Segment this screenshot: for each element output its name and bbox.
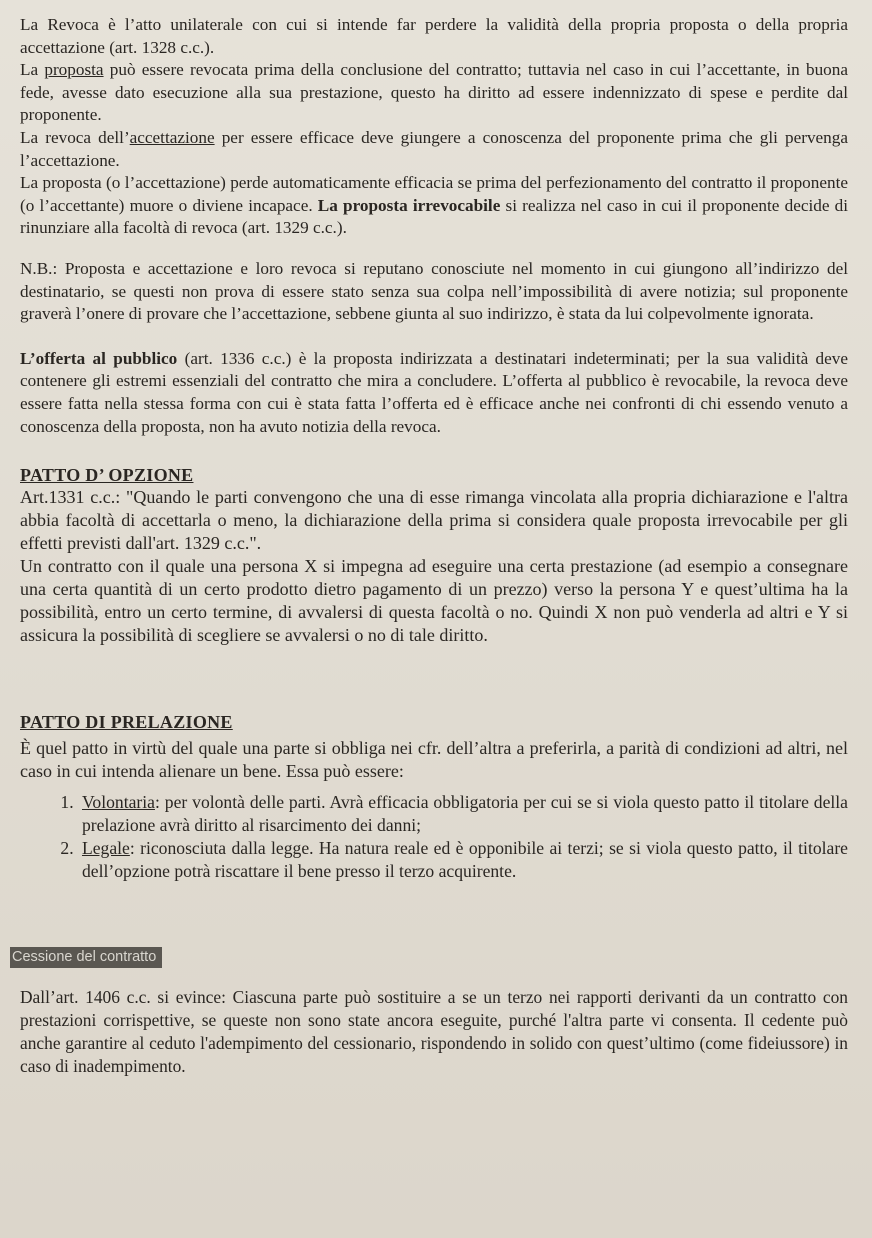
cessione-heading: Cessione del contratto (10, 947, 162, 968)
prelazione-intro: È quel patto in virtù del quale una parte si obbliga nei cfr. dell’altra a preferirla, a parità di condizioni ad altri, nel caso in cui intenda alienare un bene. Essa può essere: (20, 738, 848, 782)
nota-bene-paragraph: N.B.: Proposta e accettazione e loro revoca si reputano conosciute nel momento in cui giungono all’indirizzo del destinatario, se questi non prova di essere stato senza sua colpa nell’impossibilità di avere notizia; sul proponente graverà l’onere di provare che l’accettazione, sebbene giunta al suo indirizzo, è stata da lui colpevolmente ignorata. (20, 258, 848, 324)
cessione-paragraph: Dall’art. 1406 c.c. si evince: Ciascuna parte può sostituire a se un terzo nei rapporti derivanti da un contratto con prestazioni corrispettive, se queste non sono state ancora eseguite, purché l'altra parte vi consenta. Il cedente può anche garantire al ceduto l'adempimento del cessionario, rispondendo in solido con quest’ultimo (come fideiussore) in caso di inadempimento. (20, 987, 848, 1077)
opzione-paragraph-2: Un contratto con il quale una persona X si impegna ad eseguire una certa prestazione (ad esempio a consegnare una certa quantità di un certo prodotto dietro pagamento di un prezzo) verso la persona Y e quest’ultima ha la possibilità, entro un certo termine, di avvalersi di questa facoltà o no. Quindi X non può venderla ad altri e Y si assicura la possibilità di scegliere se avvalersi o no di tale diritto. (20, 556, 848, 646)
revoca-paragraph-4 (20, 172, 848, 240)
revoca-paragraph-2 (20, 59, 848, 127)
text: La proposta (o l’accettazione) perde automaticamente efficacia se prima del perfezionamento del contratto il proponente (o l’accettante) muore o diviene incapace. (20, 173, 848, 215)
text: : riconosciuta dalla legge. Ha natura reale ed è opponibile ai terzi; se si viola questo patto, il titolare dell’opzione potrà riscattare il bene presso il terzo acquirente. (82, 838, 848, 882)
text: per essere efficace deve giungere a conoscenza del proponente prima che gli pervenga l’accettazione. (20, 127, 848, 170)
prelazione-list (20, 791, 848, 883)
revoca-paragraph-3 (20, 127, 848, 172)
bold-term: La proposta irrevocabile (317, 195, 501, 215)
list-item (78, 837, 848, 883)
section-prelazione (20, 711, 848, 883)
offerta-paragraph (20, 348, 848, 438)
opzione-paragraph-1: Art.1331 c.c.: "Quando le parti convengono che una di esse rimanga vincolata alla propria dichiarazione e l'altra abbia facoltà di accettarla o meno, la dichiarazione della prima si considera quale proposta irrevocabile per gli effetti previsti dall'art. 1329 c.c.". (20, 487, 848, 554)
text: La revoca dell’ (20, 127, 130, 147)
section-opzione (20, 464, 848, 647)
underlined-term: Legale (82, 838, 130, 859)
underlined-term: proposta (44, 60, 104, 80)
list-item (78, 791, 848, 837)
text: : per volontà delle parti. Avrà efficacia obbligatoria per cui se si viola questo patto il titolare della prelazione avrà diritto al risarcimento dei danni; (82, 792, 848, 836)
underlined-term: accettazione (129, 127, 215, 147)
section-revoca (20, 14, 848, 240)
opzione-heading: PATTO D’ OPZIONE (20, 465, 194, 486)
text: La (20, 60, 45, 80)
underlined-term: Volontaria (82, 792, 155, 813)
section-cessione (12, 947, 848, 1078)
revoca-paragraph-1: La Revoca è l’atto unilaterale con cui si intende far perdere la validità della propria proposta o della propria accettazione (art. 1328 c.c.). (20, 15, 848, 57)
text: si realizza nel caso in cui il proponente decide di rinunziare alla facoltà di revoca (art. 1329 c.c.). (20, 195, 848, 238)
bold-term: L’offerta al pubblico (20, 348, 178, 368)
prelazione-heading: PATTO DI PRELAZIONE (20, 712, 233, 733)
text: (art. 1336 c.c.) è la proposta indirizzata a destinatari indeterminati; per la sua validità deve contenere gli estremi essenziali del contratto che mira a concludere. L’offerta al pubblico è revocabile, la revoca deve essere fatta nella stessa forma con cui è stata fatta l’offerta ed è efficace anche nei confronti di chi essendo venuto a conoscenza della proposta, non ha avuto notizia della revoca. (20, 348, 848, 436)
text: può essere revocata prima della conclusione del contratto; tuttavia nel caso in cui l’accettante, in buona fede, avesse dato esecuzione alla sua prestazione, questo ha diritto ad essere indennizzato di spese e perdite dal proponente. (20, 60, 848, 125)
